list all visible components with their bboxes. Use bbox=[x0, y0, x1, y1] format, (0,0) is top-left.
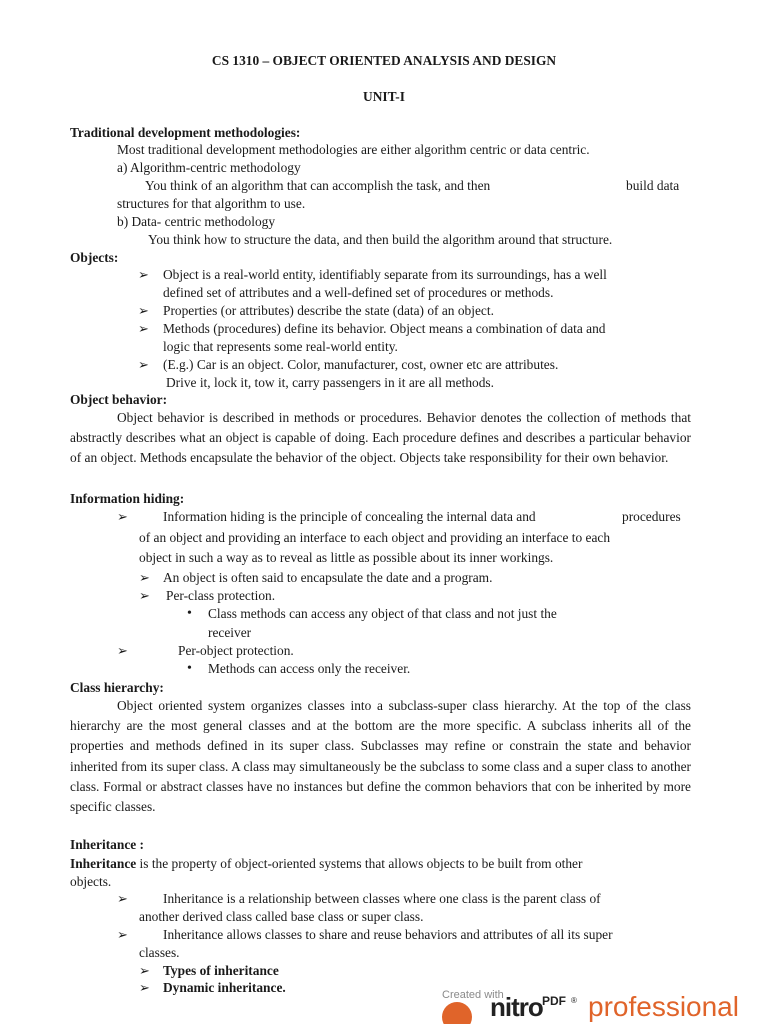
arrow-bullet-icon: ➢ bbox=[138, 357, 149, 372]
arrow-bullet-icon: ➢ bbox=[117, 891, 128, 906]
objects-bullet-2: Properties (or attributes) describe the state (data) of an object. bbox=[163, 303, 494, 318]
objects-bullet-3-line-2: logic that represents some real-world entity. bbox=[163, 339, 398, 354]
unit-title: UNIT-I bbox=[363, 89, 405, 104]
data-centric-label: b) Data- centric methodology bbox=[117, 214, 276, 229]
created-with-label: Created with bbox=[442, 989, 504, 1001]
hiding-bullet-1-line-3: object in such a way as to reveal as little as possible about its inner workings. bbox=[139, 550, 554, 565]
hiding-bullet-3-sub-line-2: receiver bbox=[208, 625, 252, 640]
hiding-bullet-3: Per-class protection. bbox=[166, 588, 276, 603]
hiding-bullet-4-sub: Methods can access only the receiver. bbox=[208, 661, 411, 676]
nitro-logo-icon bbox=[442, 1002, 472, 1024]
inheritance-definition-line-1 bbox=[70, 855, 582, 873]
hiding-bullet-2: An object is often said to encapsulate the date and a program. bbox=[163, 570, 493, 585]
hierarchy-heading: Class hierarchy: bbox=[70, 680, 164, 695]
traditional-intro: Most traditional development methodologies are either algorithm centric or data centric. bbox=[117, 142, 590, 157]
arrow-bullet-icon: ➢ bbox=[117, 927, 128, 942]
algorithm-centric-text-1b: build data bbox=[626, 178, 680, 193]
inheritance-term: Inheritance bbox=[70, 856, 137, 871]
inheritance-bullet-1-line-1: Inheritance is a relationship between classes where one class is the parent class of bbox=[163, 891, 601, 906]
hiding-bullet-3-sub-line-1: Class methods can access any object of that class and not just the bbox=[208, 606, 557, 621]
algorithm-centric-text-2: structures for that algorithm to use. bbox=[117, 196, 306, 211]
inheritance-bullet-1-line-2: another derived class called base class or super class. bbox=[139, 909, 424, 924]
arrow-bullet-icon: ➢ bbox=[138, 321, 149, 336]
hiding-bullet-4: Per-object protection. bbox=[178, 643, 294, 658]
arrow-bullet-icon: ➢ bbox=[117, 509, 128, 524]
hiding-heading: Information hiding: bbox=[70, 491, 185, 506]
arrow-bullet-icon: ➢ bbox=[139, 980, 150, 995]
algorithm-centric-label: a) Algorithm-centric methodology bbox=[117, 160, 301, 175]
nitro-watermark bbox=[440, 986, 768, 1024]
brand-professional: professional bbox=[588, 991, 739, 1022]
hiding-bullet-1-line-2: of an object and providing an interface to each object and providing an interface to each bbox=[139, 530, 611, 545]
brand-nitro: nitro bbox=[490, 992, 543, 1022]
dot-bullet-icon: • bbox=[187, 606, 192, 621]
hiding-bullet-1-line-1: Information hiding is the principle of concealing the internal data and bbox=[163, 509, 536, 524]
arrow-bullet-icon: ➢ bbox=[117, 643, 128, 658]
arrow-bullet-icon: ➢ bbox=[138, 267, 149, 282]
behavior-heading: Object behavior: bbox=[70, 392, 168, 407]
objects-heading: Objects: bbox=[70, 250, 119, 265]
hierarchy-paragraph: Object oriented system organizes classes into a subclass-super class hierarchy. At the top of the class hierarchy are the most general classes and at the bottom are the more specific. A subclass inherits all of the properties and methods defined in its super class. Subclasses may refine or constrain the state and behavior inherited from its super class. A class may simultaneously be the subclass to some class and a super class to another class. Formal or abstract classes have no instances but define the common behaviors that con be inherited by more specific classes. bbox=[70, 698, 691, 815]
inheritance-bullet-4: Dynamic inheritance. bbox=[163, 980, 286, 995]
objects-bullet-3-line-1: Methods (procedures) define its behavior. Object means a combination of data and bbox=[163, 321, 606, 336]
dot-bullet-icon: • bbox=[187, 661, 192, 676]
inheritance-bullet-2-line-1: Inheritance allows classes to share and reuse behaviors and attributes of all its super bbox=[163, 927, 613, 942]
inheritance-bullet-2-line-2: classes. bbox=[139, 945, 180, 960]
arrow-bullet-icon: ➢ bbox=[139, 570, 150, 585]
algorithm-centric-text-1: You think of an algorithm that can accomplish the task, and then bbox=[145, 178, 491, 193]
objects-bullet-4-line-1: (E.g.) Car is an object. Color, manufacturer, cost, owner etc are attributes. bbox=[163, 357, 559, 372]
arrow-bullet-icon: ➢ bbox=[139, 588, 150, 603]
arrow-bullet-icon: ➢ bbox=[138, 303, 149, 318]
objects-bullet-4-line-2: Drive it, lock it, tow it, carry passengers in it are all methods. bbox=[166, 375, 494, 390]
data-centric-text: You think how to structure the data, and then build the algorithm around that structure. bbox=[148, 232, 613, 247]
inheritance-definition-rest: is the property of object-oriented systems that allows objects to be built from other bbox=[136, 856, 583, 871]
traditional-heading: Traditional development methodologies: bbox=[70, 125, 301, 140]
objects-bullet-1-line-2: defined set of attributes and a well-defined set of procedures or methods. bbox=[163, 285, 554, 300]
behavior-paragraph: Object behavior is described in methods or procedures. Behavior denotes the collection of methods that abstractly describes what an object is capable of doing. Each procedure defines and describes a particular behavior of an object. Methods encapsulate the behavior of the object. Objects take responsibility for their own behavior. bbox=[70, 410, 691, 466]
brand-registered: ® bbox=[571, 996, 577, 1005]
brand-pdf: PDF bbox=[542, 994, 566, 1008]
inheritance-bullet-3: Types of inheritance bbox=[163, 963, 279, 978]
course-title: CS 1310 – OBJECT ORIENTED ANALYSIS AND DESIGN bbox=[211, 53, 557, 68]
hiding-bullet-1-line-1b: procedures bbox=[622, 509, 681, 524]
inheritance-definition-line-2: objects. bbox=[70, 874, 112, 889]
arrow-bullet-icon: ➢ bbox=[139, 963, 150, 978]
inheritance-heading: Inheritance : bbox=[70, 837, 145, 852]
objects-bullet-1-line-1: Object is a real-world entity, identifiably separate from its surroundings, has a well bbox=[163, 267, 607, 282]
